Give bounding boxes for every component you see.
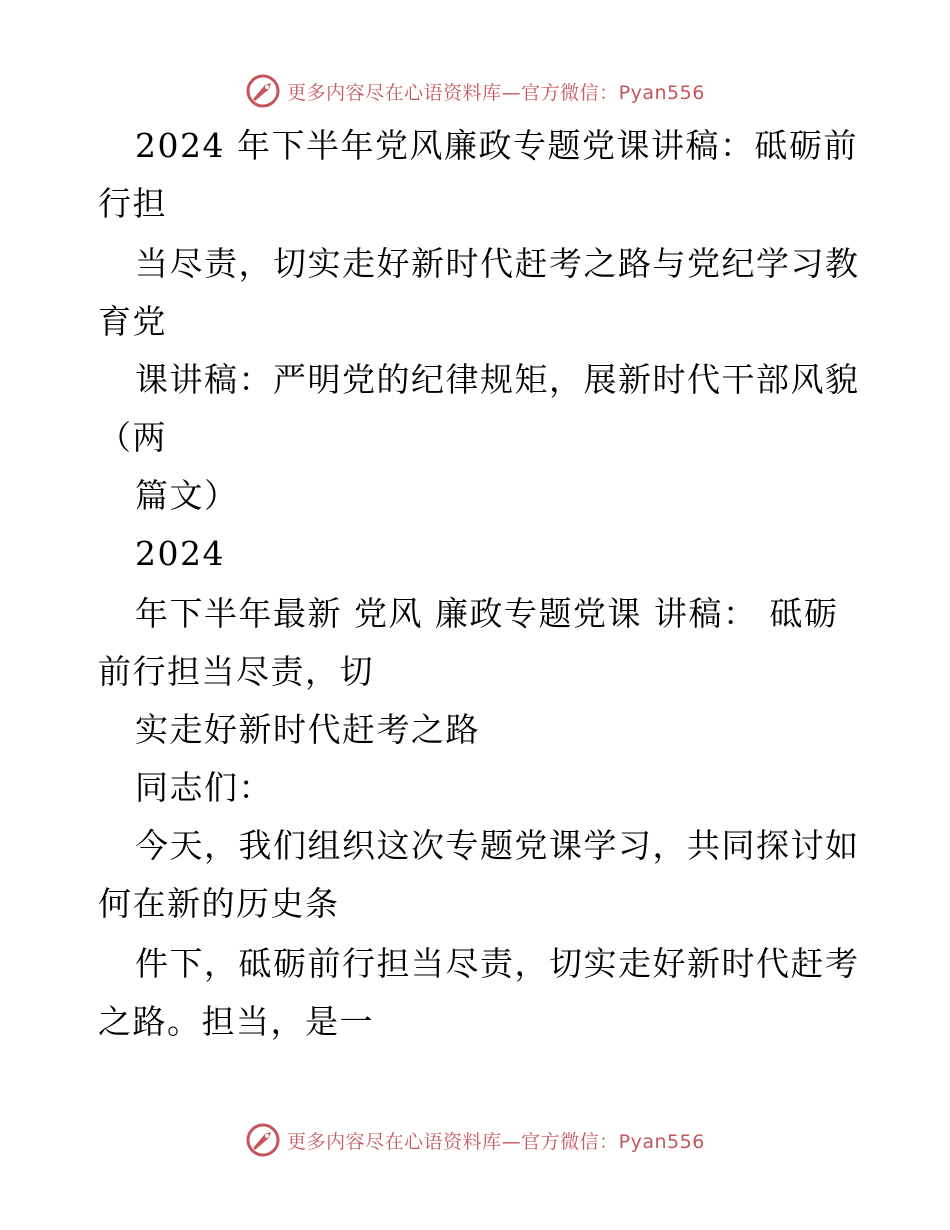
header-watermark bbox=[0, 71, 950, 111]
text-line: 当尽责，切实走好新时代赶考之路与党纪学习教 bbox=[135, 244, 860, 283]
watermark-text: 更多内容尽在心语资料库—官方微信：Pyan556 bbox=[287, 81, 705, 104]
text-line: （两 bbox=[98, 418, 167, 457]
watermark-text: 更多内容尽在心语资料库—官方微信：Pyan556 bbox=[287, 1130, 705, 1153]
pen-nib-logo-icon bbox=[245, 1122, 281, 1158]
text-line: 2024 bbox=[135, 534, 225, 573]
text-line: 何在新的历史条 bbox=[98, 884, 340, 923]
text-line: 今天，我们组织这次专题党课学习，共同探讨如 bbox=[135, 826, 860, 865]
text-line: 行担 bbox=[98, 184, 167, 223]
text-line: 实走好新时代赶考之路 bbox=[135, 710, 480, 749]
footer-watermark bbox=[0, 1120, 950, 1160]
text-line: 件下，砥砺前行担当尽责，切实走好新时代赶考 bbox=[135, 944, 860, 983]
text-line: 同志们： bbox=[135, 768, 273, 807]
text-line: 篇文） bbox=[135, 476, 239, 515]
text-line: 年下半年最新 党风 廉政专题党课 讲稿： 砥砺 bbox=[135, 594, 839, 633]
text-line: 之路。担当，是一 bbox=[98, 1002, 374, 1041]
text-line: 2024 年下半年党风廉政专题党课讲稿：砥砺前 bbox=[135, 126, 858, 165]
pen-nib-logo-icon bbox=[245, 73, 281, 109]
text-line: 前行担当尽责，切 bbox=[98, 652, 374, 691]
text-line: 课讲稿：严明党的纪律规矩，展新时代干部风貌 bbox=[135, 360, 860, 399]
text-line: 育党 bbox=[98, 302, 167, 341]
